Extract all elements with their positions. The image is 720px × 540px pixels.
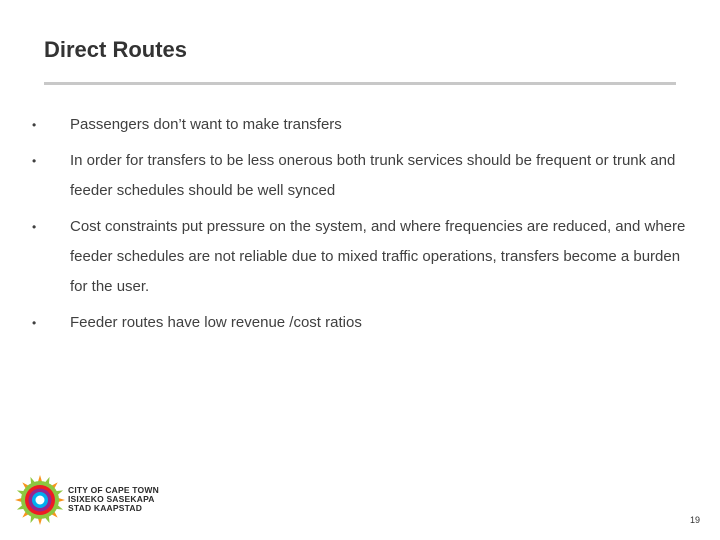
bullet-dot-icon: • bbox=[32, 220, 37, 234]
page-number: 19 bbox=[689, 515, 700, 525]
logo-line: ISIXEKO SASEKAPA bbox=[68, 494, 155, 504]
slide-title: Direct Routes bbox=[44, 37, 188, 62]
bullet-item bbox=[32, 110, 692, 140]
logo-line: STAD KAAPSTAD bbox=[68, 503, 143, 513]
logo-text bbox=[68, 486, 159, 513]
bullet-item bbox=[32, 146, 692, 206]
bullet-dot-icon: • bbox=[32, 118, 37, 132]
bullet-text: Passengers don’t want to make transfers bbox=[70, 116, 342, 133]
logo-line: CITY OF CAPE TOWN bbox=[68, 485, 159, 495]
bullet-text: Feeder routes have low revenue /cost ratios bbox=[70, 314, 362, 331]
bullet-list bbox=[32, 110, 692, 344]
city-emblem-icon bbox=[14, 474, 66, 526]
bullet-item bbox=[32, 212, 692, 302]
title-divider bbox=[44, 82, 676, 85]
bullet-text: Cost constraints put pressure on the system, and where frequencies are reduced, and where feeder schedules are not reliable due to mixed traffic operations, transfers become a burden for the user. bbox=[70, 218, 686, 295]
bullet-dot-icon: • bbox=[32, 316, 37, 330]
city-logo bbox=[14, 474, 164, 526]
bullet-text: In order for transfers to be less onerous both trunk services should be frequent or trunk and feeder schedules should be well synced bbox=[70, 152, 676, 199]
bullet-item bbox=[32, 308, 692, 338]
bullet-dot-icon: • bbox=[32, 154, 37, 168]
